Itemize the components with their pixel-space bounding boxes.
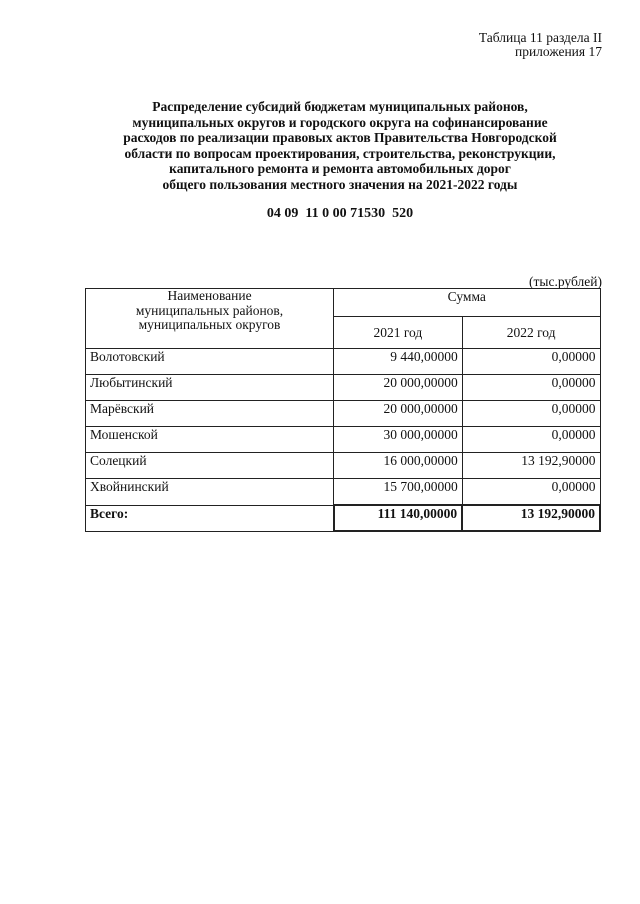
title-line: Распределение субсидий бюджетам муниципальных районов, [152, 99, 528, 114]
header-year-2021: 2021 год [334, 317, 463, 349]
table-row [86, 427, 601, 453]
header-name-line: муниципальных округов [138, 317, 281, 332]
amount-2022: 0,00000 [462, 479, 600, 506]
header-year-2022: 2022 год [462, 317, 600, 349]
municipality-name: Волотовский [86, 349, 334, 375]
document-title [60, 99, 620, 193]
table-row [86, 375, 601, 401]
table-row [86, 401, 601, 427]
header-appendix-reference: приложения 17 [514, 44, 602, 59]
header-municipality-name [86, 289, 334, 349]
title-line: муниципальных округов и городского округа на софинансирование [132, 114, 548, 130]
title-line: капитального ремонта и ремонта автомобильных дорог [169, 161, 511, 177]
header-name-line: Наименование [167, 288, 252, 303]
subsidy-table [85, 288, 601, 532]
amount-2021: 30 000,00000 [334, 427, 463, 453]
amount-2021: 20 000,00000 [334, 375, 463, 401]
total-2022: 13 192,90000 [462, 505, 600, 531]
header-sum: Сумма [334, 289, 600, 317]
header-table-reference: Таблица 11 раздела II [478, 30, 602, 45]
amount-2021: 15 700,00000 [334, 479, 463, 506]
amount-2021: 16 000,00000 [334, 453, 463, 479]
budget-classification-code: 04 09 11 0 00 71530 520 [266, 206, 414, 221]
total-2021: 111 140,00000 [334, 505, 463, 531]
title-line: расходов по реализации правовых актов Правительства Новгородской [123, 130, 557, 146]
municipality-name: Мошенской [86, 427, 334, 453]
header-name-line: муниципальных районов, [135, 302, 284, 318]
units-note: (тыс.рублей) [529, 274, 602, 289]
table-row [86, 349, 601, 375]
table-row [86, 479, 601, 506]
amount-2022: 0,00000 [462, 427, 600, 453]
amount-2022: 13 192,90000 [462, 453, 600, 479]
title-line: области по вопросам проектирования, строительства, реконструкции, [124, 145, 556, 161]
amount-2022: 0,00000 [462, 401, 600, 427]
municipality-name: Марёвский [86, 401, 334, 427]
table-row [86, 453, 601, 479]
amount-2022: 0,00000 [462, 375, 600, 401]
amount-2021: 9 440,00000 [334, 349, 463, 375]
amount-2022: 0,00000 [462, 349, 600, 375]
municipality-name: Хвойнинский [86, 479, 334, 506]
total-label: Всего: [86, 505, 334, 531]
title-line: общего пользования местного значения на 2021-2022 годы [162, 176, 518, 192]
page-header [479, 31, 602, 59]
municipality-name: Солецкий [86, 453, 334, 479]
municipality-name: Любытинский [86, 375, 334, 401]
amount-2021: 20 000,00000 [334, 401, 463, 427]
total-row [86, 505, 601, 531]
